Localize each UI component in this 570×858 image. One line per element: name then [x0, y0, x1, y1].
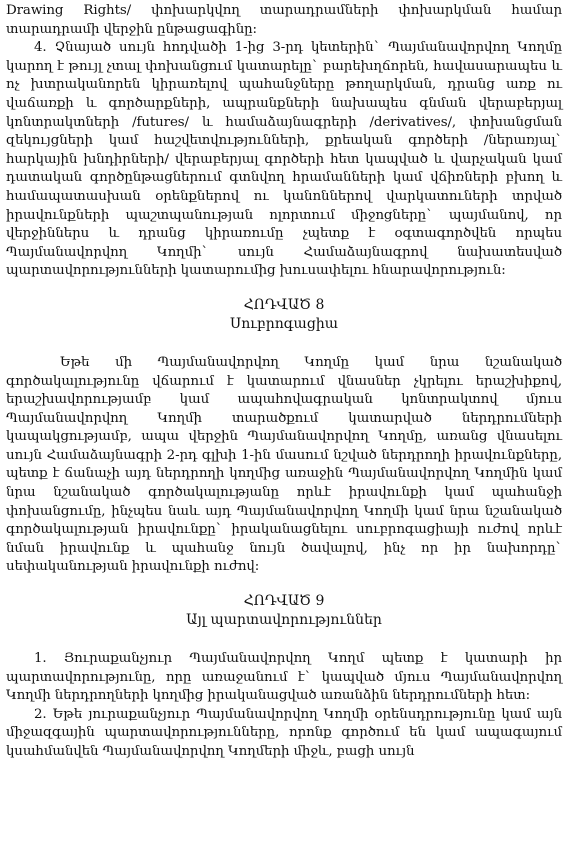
paragraph-intro-continuation: Drawing Rights/ փոխարկվող տարադրամների փոխարկման համար տարադրամի վերջին ընթացագինը: — [6, 3, 562, 37]
spacer — [6, 334, 562, 354]
paragraph-article9-point1: 1. Յուրաքանչյուր Պայմանավորվող Կողմ պետք է կատարի իր պարտավորությունը, որը առաջանում է` կապված մյուս Պայմանավորվող Կողմի ներդրողների կողմից իրականացված առանձին ներդրումների հետ: — [6, 651, 562, 704]
spacer — [6, 630, 562, 650]
article9-title: Այլ պարտավորություններ — [186, 612, 382, 629]
spacer — [6, 281, 562, 296]
article8-number: ՀՈԴՎԱԾ 8 — [243, 296, 325, 313]
article9-number: ՀՈԴՎԱԾ 9 — [243, 593, 325, 610]
paragraph-article8-body: Եթե մի Պայմանավորվող Կողմը կամ նրա նշանակած գործակալությունը վճարում է կատարում վնասներ չկրելու երաշխիքով, երաշխավորությամբ կամ ապահովագրական կոնտրակտով մյուս Պայմանավորվող Կողմի տարածքում կատարված ներդրումների կապակցությամբ, ապա վերջին Պայմանավորվող Կողմը, առանց վնասելու սույն Համաձայնագրի 2-րդ գլխի 1-ին մասում նշված ներդրողի իրավունքները, պետք է ճանաչի այդ ներդրողի կողմից առաջին Պայմանավորվող Կողմին կամ նրա նշանակած գործակալությանը որևէ իրավունքի կամ պահանջի փոխանցումը, ինչպես նաև այդ Պայմանավորվող Կողմի կամ նրա նշանակած գործակալության իրավունքը` իրականացնելու սուբրոգացիայի ուժով որևէ նման իրավունք և պահանջ նույն ծավալով, ինչ որ իր նախորդը` սեփականության իրավունքի ուժով: — [6, 354, 562, 575]
spacer — [6, 577, 562, 592]
paragraph-article9-point2: 2. Եթե յուրաքանչյուր Պայմանավորվող Կողմի օրենսդրությունը կամ այն միջազգային պարտավորությունները, որոնք գործում են կամ ապագայում կսահմանվեն Պայմանավորվող Կողմերի միջև, բացի սույն — [6, 706, 562, 759]
document-page — [6, 2, 562, 762]
article8-title: Սուբրոգացիա — [230, 315, 338, 332]
paragraph-article7-point4: 4. Չնայած սույն հոդվածի 1-ից 3-րդ կետերին` Պայմանավորվող Կողմը կարող է թույլ չտալ փոխանցում կատարելը` բարեխղճորեն, հավասարապես և ոչ խտրականորեն կիրառելով պահանջները թողարկման, դրանց առք ու վաճառքի և գործարքների, ապրանքների նախապես գնման վերաբերյալ կոնտրակտների /futures/ և համաձայնագրերի /derivatives/, փոխանցման զեկույցների կամ հաշվետվությունների, քրեական գործերի /ներառյալ` հարկային խնդիրների/ վերաբերյալ գործերի հետ կապված և վարչական կամ դատական գործընթացներում գտնվող հրամանների կամ վճիռների բխող և համապատասխան օրենքներով ու կանոններով վարկատուների տրված իրավունքների պաշտպանության ոլորտում միջոցները` պայմանով, որ վերջիններս և դրանց կիրառումը չպետք է օգտագործվեն որպես Պայմանավորվող Կողմի` սույն Համաձայնագրով նախատեսված պարտավորությունների կատարումից խուսափելու հնարավորություն: — [6, 40, 562, 279]
